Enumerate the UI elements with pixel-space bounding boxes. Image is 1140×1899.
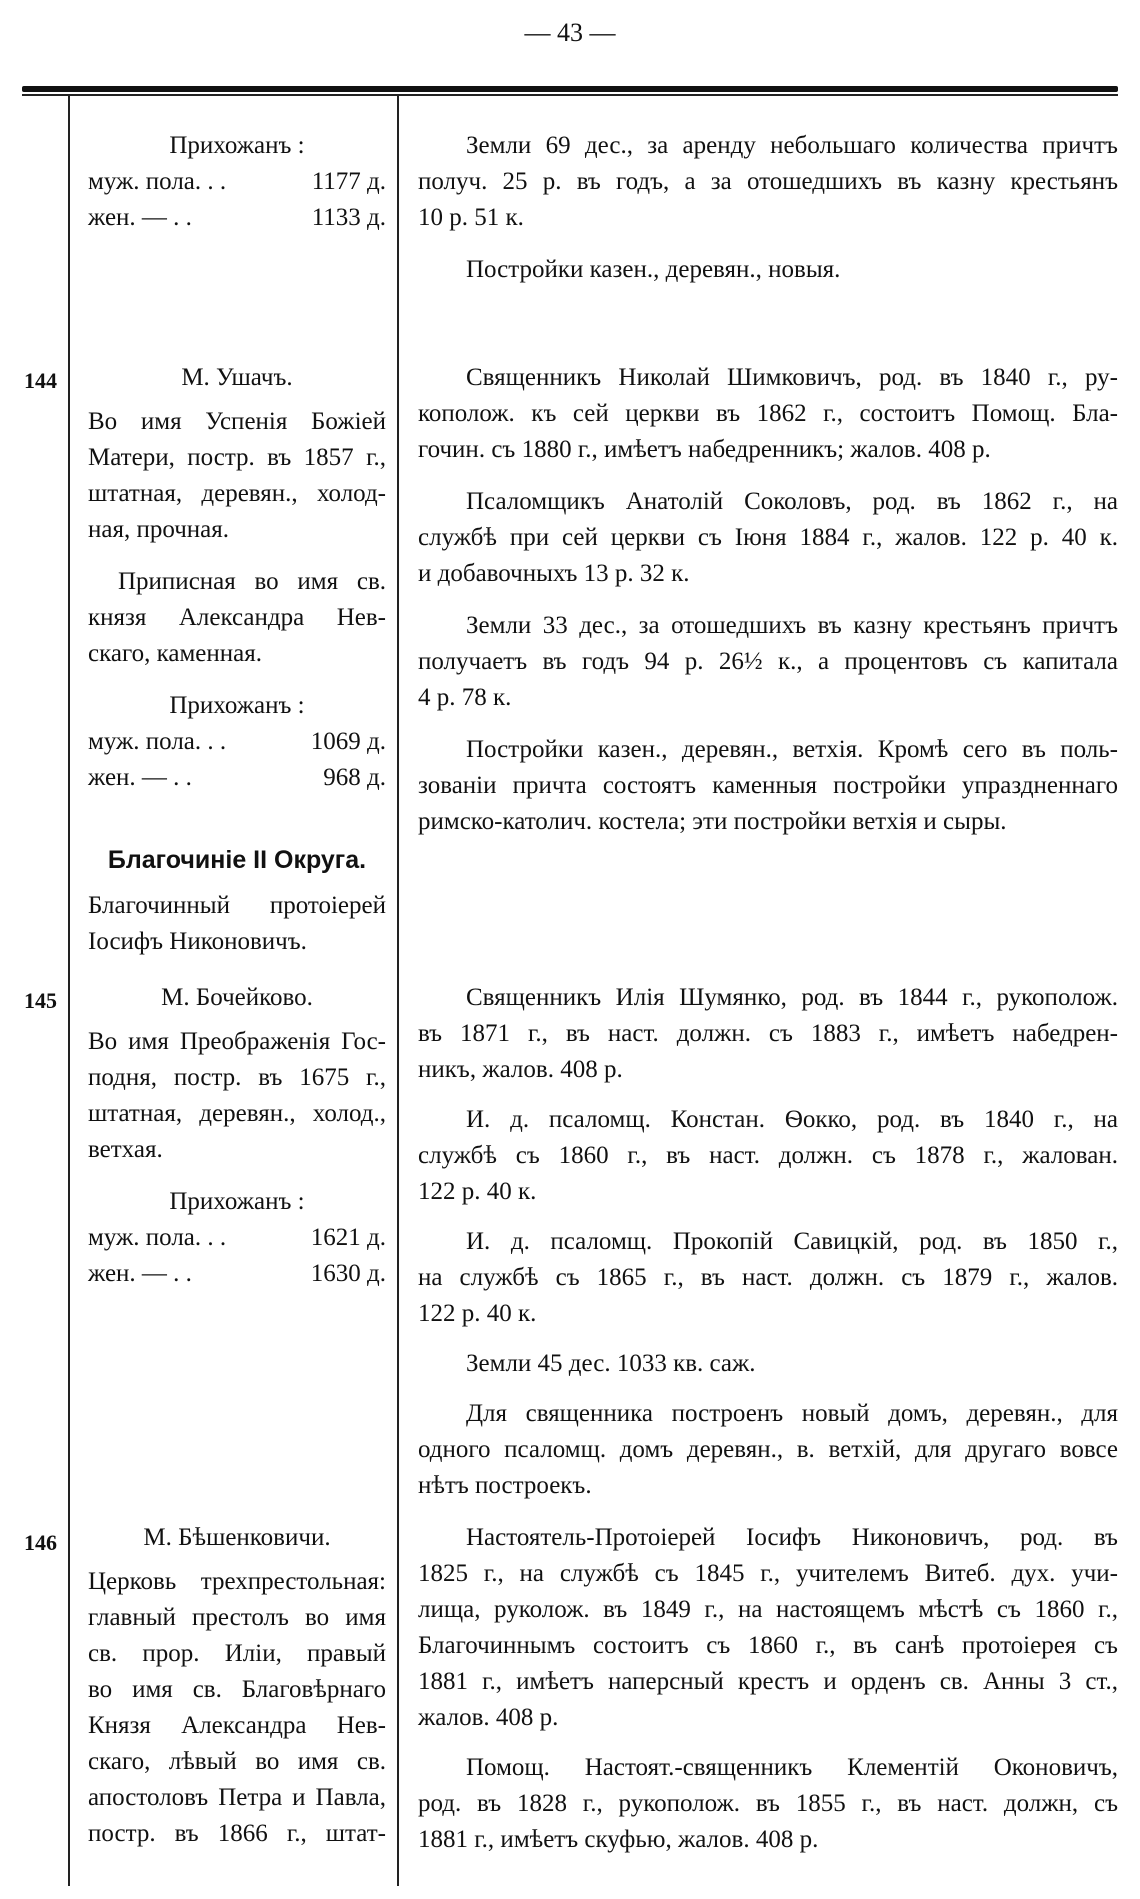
section-0-right: [418, 128, 1118, 288]
para-line: получ. 25 р. въ годъ, а за отошедшихъ въ казну крестьянъ: [418, 168, 1118, 195]
para-line: 1881 г., имѣетъ наперсный крестъ и орденъ св. Анны 3 ст.,: [418, 1668, 1118, 1695]
para-line: Помощ. Настоят.-священникъ Клементій Оконовичъ,: [466, 1754, 1118, 1781]
attached-church: [88, 564, 386, 672]
dean-line: Благочинный протоіерей: [88, 892, 386, 919]
desc-line: Во имя Преображенія Гос-: [88, 1028, 386, 1055]
desc-line: подня, постр. въ 1675 г.,: [88, 1064, 386, 1091]
desc-line: Церковь трехпрестольная:: [88, 1568, 386, 1595]
para-line: 1881 г., имѣетъ скуфью, жалов. 408 р.: [418, 1826, 819, 1853]
para-line: Псаломщикъ Анатолій Соколовъ, род. въ 1862 г., на: [466, 488, 1118, 515]
church-description: [88, 1024, 386, 1168]
entry-number-144: 144: [24, 368, 57, 393]
para-line: Для священника построенъ новый домъ, деревян., для: [466, 1400, 1118, 1427]
para-line: Постройки казен., деревян., ветхія. Кромѣ сего въ поль-: [466, 736, 1118, 763]
para-line: Священникъ Николай Шимковичъ, род. въ 1840 г., ру-: [466, 364, 1118, 391]
section-146-left: [88, 1520, 386, 1852]
paragraph: [418, 1520, 1118, 1736]
entry-number-145: 145: [24, 988, 57, 1013]
paragraph: [418, 732, 1118, 840]
female-value: 1630 д.: [310, 1260, 386, 1287]
male-label: муж. пола. . .: [88, 168, 227, 195]
para-line: нѣтъ построекъ.: [418, 1472, 592, 1499]
para-line: 4 р. 78 к.: [418, 684, 512, 711]
paragraph: [418, 360, 1118, 468]
female-row: [88, 760, 386, 796]
female-row: [88, 200, 386, 236]
parishioners-label: Прихожанъ :: [169, 692, 305, 719]
para-line: службѣ при сей церкви съ Іюня 1884 г., жалов. 122 р. 40 к.: [418, 524, 1118, 551]
entry-number-146: 146: [24, 1530, 57, 1555]
female-label: жен. — . .: [88, 1260, 192, 1287]
para-line: гочин. съ 1880 г., имѣетъ набедренникъ; жалов. 408 р.: [418, 436, 991, 463]
para-line: Постройки казен., деревян., новыя.: [466, 256, 841, 283]
desc-line: главный престолъ во имя: [88, 1604, 386, 1631]
female-row: [88, 1256, 386, 1292]
para-line: никъ, жалов. 408 р.: [418, 1056, 623, 1083]
top-rule: [22, 86, 1118, 92]
para-line: римско-католич. костела; эти постройки ветхія и сыры.: [418, 808, 1007, 835]
desc-line: Во имя Успенія Божіей: [88, 408, 386, 435]
para-line: род. въ 1828 г., рукополож. въ 1855 г., въ наст. должн, съ: [418, 1790, 1118, 1817]
church-title: М. Бѣшенковичи.: [143, 1524, 331, 1551]
para-line: службѣ съ 1860 г., въ наст. должн. съ 1878 г., жалован.: [418, 1142, 1118, 1169]
female-label: жен. — . .: [88, 204, 192, 231]
female-label: жен. — . .: [88, 764, 192, 791]
paragraph: [418, 1224, 1118, 1332]
para-line: въ 1871 г., въ наст. должн. съ 1883 г., имѣетъ набедрен-: [418, 1020, 1118, 1047]
paragraph: [418, 1750, 1118, 1858]
district-block: [88, 842, 386, 960]
desc-line: штатная, деревян., холод.,: [88, 1100, 386, 1127]
desc-line: скаго, лѣвый во имя св.: [88, 1748, 386, 1775]
sub-line: князя Александра Нев-: [88, 604, 386, 631]
parishioners-label: Прихожанъ :: [169, 132, 305, 159]
church-title: М. Бочейково.: [161, 984, 313, 1011]
para-line: Земли 69 дес., за аренду небольшаго количества причтъ: [466, 132, 1118, 159]
paragraph: [418, 484, 1118, 592]
male-label: муж. пола. . .: [88, 1224, 227, 1251]
para-line: Земли 45 дес. 1033 кв. саж.: [466, 1350, 756, 1377]
para-line: Благочиннымъ состоитъ съ 1860 г., въ санѣ протоіерея съ: [418, 1632, 1118, 1659]
male-value: 1069 д.: [310, 728, 386, 755]
para-line: И. д. псаломщ. Прокопій Савицкій, род. въ 1850 г.,: [466, 1228, 1118, 1255]
desc-line: Матери, постр. въ 1857 г.,: [88, 444, 386, 471]
parishioners-label: Прихожанъ :: [169, 1188, 305, 1215]
para-line: зованіи причта состоятъ каменныя постройки упраздненнаго: [418, 772, 1118, 799]
male-value: 1621 д.: [310, 1224, 386, 1251]
parishioners: [88, 688, 386, 796]
church-description: [88, 1564, 386, 1852]
para-line: лища, руколож. въ 1849 г., на настоящемъ мѣстѣ съ 1860 г.,: [418, 1596, 1118, 1623]
section-145-left: [88, 980, 386, 1292]
dean-line: Іосифъ Никоновичъ.: [88, 928, 307, 955]
paragraph: [418, 128, 1118, 236]
paragraph: [418, 1346, 1118, 1382]
section-0-left: [88, 128, 386, 236]
para-line: одного псаломщ. домъ деревян., в. ветхій, для другаго вовсе: [418, 1436, 1118, 1463]
column-divider-left: [68, 96, 70, 1886]
para-line: 10 р. 51 к.: [418, 204, 524, 231]
male-row: [88, 1220, 386, 1256]
para-line: кополож. къ сей церкви въ 1862 г., состоитъ Помощ. Бла-: [418, 400, 1118, 427]
para-line: Земли 33 дес., за отошедшихъ въ казну крестьянъ причтъ: [466, 612, 1118, 639]
para-line: и добавочныхъ 13 р. 32 к.: [418, 560, 690, 587]
column-divider-middle: [397, 96, 399, 1886]
para-line: 1825 г., на службѣ съ 1845 г., учителемъ Витеб. дух. учи-: [418, 1560, 1118, 1587]
paragraph: [418, 608, 1118, 716]
paragraph: [418, 1396, 1118, 1504]
church-title: М. Ушачъ.: [181, 364, 293, 391]
male-row: [88, 724, 386, 760]
desc-line: Князя Александра Нев-: [88, 1712, 386, 1739]
paragraph: [418, 980, 1118, 1088]
parishioners: [88, 1184, 386, 1292]
para-line: 122 р. 40 к.: [418, 1300, 537, 1327]
para-line: Священникъ Илія Шумянко, род. въ 1844 г., рукополож.: [466, 984, 1118, 1011]
para-line: получаетъ въ годъ 94 р. 26½ к., а процентовъ съ капитала: [418, 648, 1118, 675]
para-line: Настоятель-Протоіерей Іосифъ Никоновичъ, род. въ: [466, 1524, 1118, 1551]
sub-line: скаго, каменная.: [88, 640, 262, 667]
desc-line: постр. въ 1866 г., штат-: [88, 1820, 386, 1847]
desc-line: ная, прочная.: [88, 516, 230, 543]
church-description: [88, 404, 386, 548]
section-144-left: [88, 360, 386, 796]
para-line: 122 р. 40 к.: [418, 1178, 537, 1205]
female-value: 1133 д.: [311, 204, 386, 231]
desc-line: св. прор. Иліи, правый: [88, 1640, 386, 1667]
para-line: на службѣ съ 1865 г., въ наст. должн. съ 1879 г., жалов.: [418, 1264, 1118, 1291]
dean: [88, 888, 386, 960]
female-value: 968 д.: [323, 764, 386, 791]
para-line: И. д. псаломщ. Констан. Ѳокко, род. въ 1840 г., на: [466, 1106, 1118, 1133]
male-row: [88, 164, 386, 200]
section-144-right: [418, 360, 1118, 840]
section-145-right: [418, 980, 1118, 1504]
paragraph: [418, 1102, 1118, 1210]
section-146-right: [418, 1520, 1118, 1858]
desc-line: ветхая.: [88, 1136, 163, 1163]
male-label: муж. пола. . .: [88, 728, 227, 755]
male-value: 1177 д.: [311, 168, 386, 195]
district-heading: Благочиніе II Округа.: [107, 846, 367, 874]
desc-line: апостоловъ Петра и Павла,: [88, 1784, 386, 1811]
para-line: жалов. 408 р.: [418, 1704, 559, 1731]
desc-line: во имя св. Благовѣрнаго: [88, 1676, 386, 1703]
top-rule-thin: [22, 94, 1118, 96]
sub-line: Приписная во имя св.: [118, 568, 386, 595]
paragraph: [418, 252, 1118, 288]
page-number: — 43 —: [524, 18, 616, 47]
desc-line: штатная, деревян., холод-: [88, 480, 386, 507]
